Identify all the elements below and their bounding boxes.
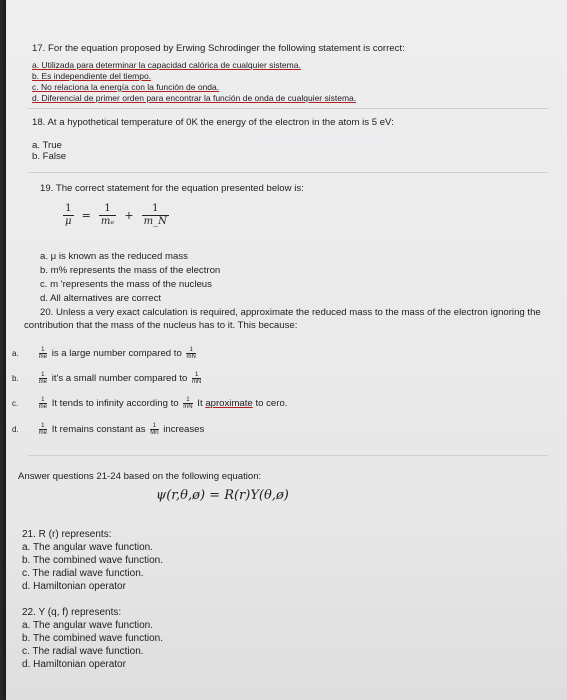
q17-option-c: c. No relaciona la energía con la función de onda. — [32, 82, 220, 92]
q22-stem: 22. Y (q, f) represents: — [22, 607, 122, 618]
q21-stem: 21. R (r) represents: — [22, 529, 112, 540]
q18-stem: 18. At a hypothetical temperature of 0K the energy of the electron in the atom is 5 eV: — [32, 117, 394, 128]
q22-option-d: d. Hamiltonian operator — [22, 659, 126, 670]
q17-option-d: d. Diferencial de primer orden para encontrar la función de onda de cualquier sistema. — [32, 93, 357, 103]
q19-option-d: d. All alternatives are correct — [40, 293, 162, 304]
reduced-mass-equation: $\frac{1}{\mu}$ = $\frac{1}{\text{mₑ}}$ + $\frac{1}{m\_N}$ — [65, 203, 167, 227]
q17-option-b: b. Es independiente del tiempo. — [32, 71, 152, 81]
q19-option-b: b. m% represents the mass of the electron — [40, 265, 221, 276]
q17-stem: 17. For the equation proposed by Erwing Schrodinger the following statement is correct: — [32, 43, 405, 54]
q19-option-c: c. m 'represents the mass of the nucleus — [40, 279, 212, 290]
divider — [28, 172, 548, 173]
q20-option-a: a. $\frac{1}{me}$ is a large number compared to $\frac{1}{mN}$ — [12, 347, 196, 360]
q19-option-a: a. μ is known as the reduced mass — [40, 251, 188, 262]
q21-option-a: a. The angular wave function. — [22, 542, 154, 553]
q17-option-a: a. Utilizada para determinar la capacidad calórica de cualquier sistema. — [32, 60, 301, 70]
q18-option-a: a. True — [32, 140, 62, 151]
q21-option-b: b. The combined wave function. — [22, 555, 164, 566]
q22-option-a: a. The angular wave function. — [22, 620, 154, 631]
q22-option-c: c. The radial wave function. — [22, 646, 144, 657]
q22-option-b: b. The combined wave function. — [22, 633, 164, 644]
q20-option-d: d. $\frac{1}{me}$ It remains constant as $\frac{1}{Mn}$ increases — [12, 423, 205, 436]
divider — [28, 455, 548, 456]
document-page — [6, 0, 567, 700]
q21-option-c: c. The radial wave function. — [22, 568, 144, 579]
divider — [28, 108, 548, 109]
q18-option-b: b. False — [32, 151, 67, 162]
q20-option-b: b. $\frac{1}{me}$ it's a small number compared to $\frac{1}{mN}$ — [12, 372, 202, 385]
q21-24-intro: Answer questions 21-24 based on the following equation: — [18, 471, 262, 482]
q20-option-c: c. $\frac{1}{me}$ It tends to infinity according to $\frac{1}{mN}$ It aproximate to cero. — [12, 397, 288, 410]
q19-stem: 19. The correct statement for the equation presented below is: — [40, 183, 304, 194]
wave-function-equation: ψ(r,θ,ø) = R(r)Y(θ,ø) — [156, 488, 289, 503]
q21-option-d: d. Hamiltonian operator — [22, 581, 126, 592]
q20-stem-line-2: contribution that the mass of the nucleus has to it. This because: — [24, 320, 298, 331]
q20-stem-line-1: 20. Unless a very exact calculation is required, approximate the reduced mass to the mass of the electron ignoring the — [40, 307, 541, 318]
